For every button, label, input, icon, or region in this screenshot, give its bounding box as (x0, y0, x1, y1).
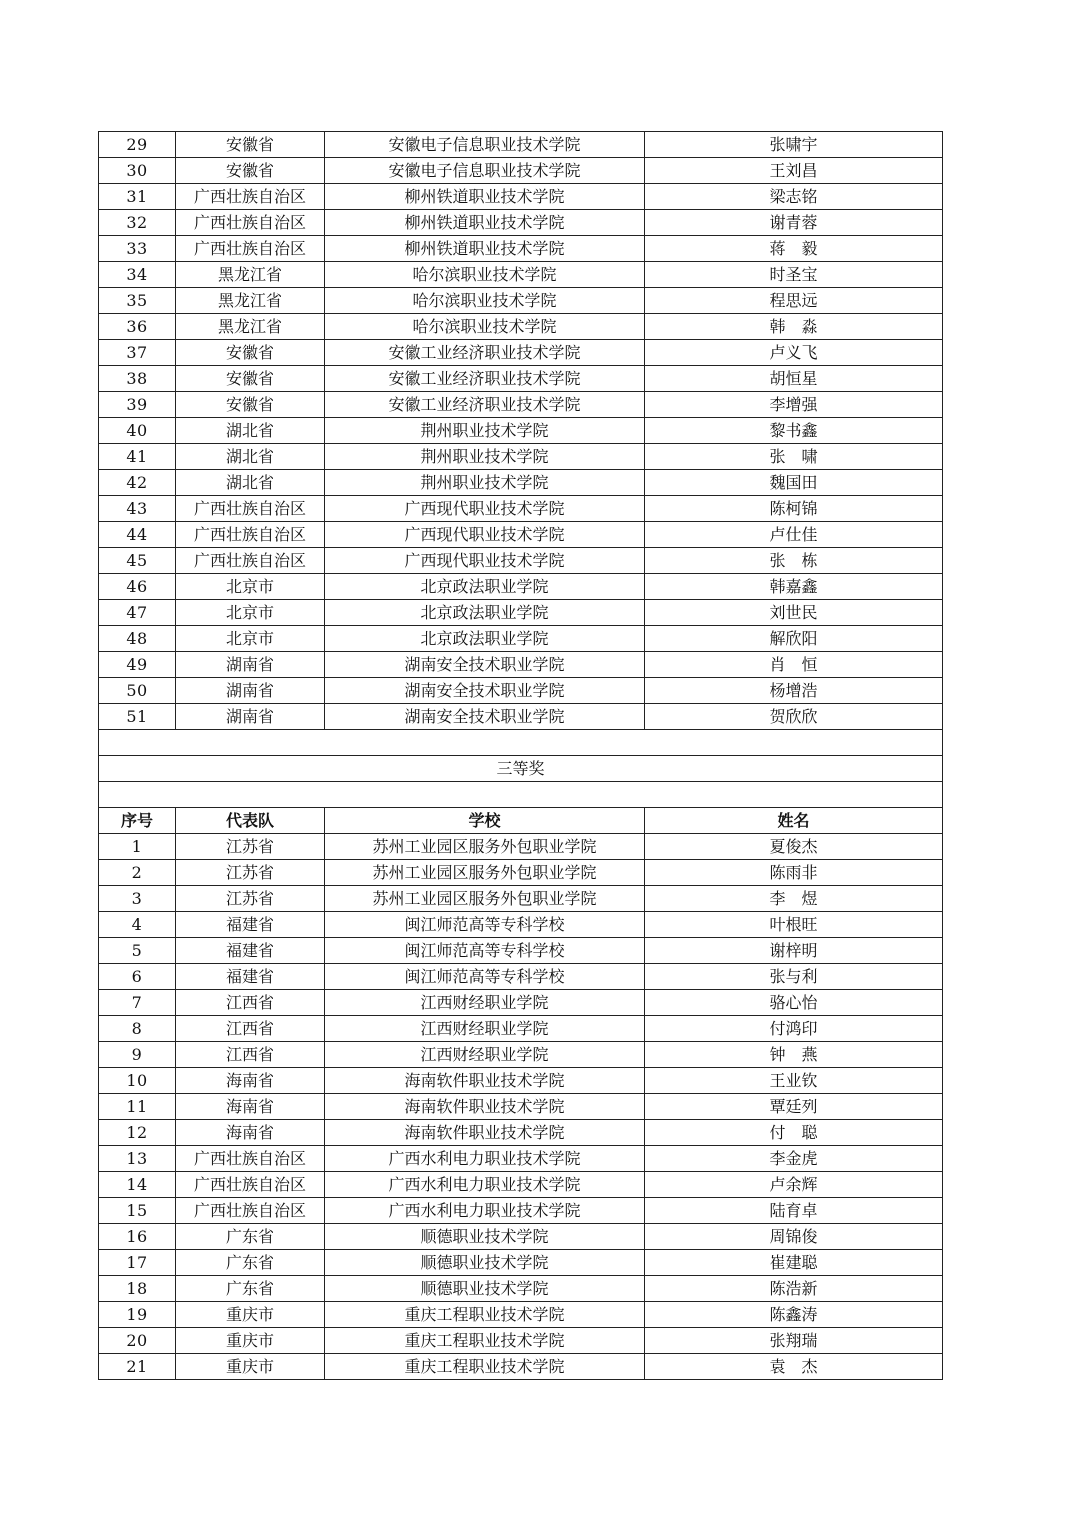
name-cell: 陈浩新 (645, 1276, 943, 1302)
team-cell: 湖北省 (176, 444, 325, 470)
table-row (99, 678, 943, 704)
school-cell: 柳州铁道职业技术学院 (325, 236, 645, 262)
school-cell: 安徽工业经济职业技术学院 (325, 366, 645, 392)
header-school: 学校 (325, 808, 645, 834)
name-cell: 付 聪 (645, 1120, 943, 1146)
team-cell: 江西省 (176, 1042, 325, 1068)
blank-row (99, 730, 943, 756)
seq-cell: 4 (99, 912, 176, 938)
school-cell: 苏州工业园区服务外包职业学院 (325, 860, 645, 886)
school-cell: 江西财经职业学院 (325, 1042, 645, 1068)
seq-cell: 15 (99, 1198, 176, 1224)
team-cell: 广西壮族自治区 (176, 184, 325, 210)
team-cell: 福建省 (176, 938, 325, 964)
seq-cell: 10 (99, 1068, 176, 1094)
table-row (99, 652, 943, 678)
school-cell: 安徽电子信息职业技术学院 (325, 132, 645, 158)
name-cell: 骆心怡 (645, 990, 943, 1016)
team-cell: 海南省 (176, 1094, 325, 1120)
school-cell: 广西现代职业技术学院 (325, 522, 645, 548)
seq-cell: 8 (99, 1016, 176, 1042)
team-cell: 黑龙江省 (176, 314, 325, 340)
name-cell: 程思远 (645, 288, 943, 314)
header-name: 姓名 (645, 808, 943, 834)
table-row (99, 1172, 943, 1198)
seq-cell: 45 (99, 548, 176, 574)
section-title-row (99, 756, 943, 782)
team-cell: 安徽省 (176, 340, 325, 366)
seq-cell: 29 (99, 132, 176, 158)
table-row (99, 132, 943, 158)
name-cell: 张与利 (645, 964, 943, 990)
school-cell: 闽江师范高等专科学校 (325, 964, 645, 990)
table-row (99, 158, 943, 184)
seq-cell: 44 (99, 522, 176, 548)
team-cell: 湖北省 (176, 418, 325, 444)
header-team: 代表队 (176, 808, 325, 834)
name-cell: 李 煜 (645, 886, 943, 912)
seq-cell: 40 (99, 418, 176, 444)
school-cell: 湖南安全技术职业学院 (325, 678, 645, 704)
table-row (99, 834, 943, 860)
seq-cell: 38 (99, 366, 176, 392)
table-row (99, 860, 943, 886)
table-row (99, 600, 943, 626)
school-cell: 荆州职业技术学院 (325, 470, 645, 496)
name-cell: 卢余辉 (645, 1172, 943, 1198)
table-row (99, 522, 943, 548)
seq-cell: 36 (99, 314, 176, 340)
school-cell: 闽江师范高等专科学校 (325, 912, 645, 938)
award-table-body (99, 132, 943, 1380)
table-row (99, 1198, 943, 1224)
table-row (99, 1068, 943, 1094)
table-row (99, 496, 943, 522)
seq-cell: 39 (99, 392, 176, 418)
name-cell: 谢梓明 (645, 938, 943, 964)
name-cell: 刘世民 (645, 600, 943, 626)
school-cell: 广西现代职业技术学院 (325, 548, 645, 574)
table-row (99, 470, 943, 496)
name-cell: 陈雨非 (645, 860, 943, 886)
team-cell: 江苏省 (176, 886, 325, 912)
name-cell: 贺欣欣 (645, 704, 943, 730)
seq-cell: 46 (99, 574, 176, 600)
name-cell: 卢义飞 (645, 340, 943, 366)
team-cell: 江西省 (176, 1016, 325, 1042)
table-row (99, 938, 943, 964)
team-cell: 江苏省 (176, 834, 325, 860)
seq-cell: 21 (99, 1354, 176, 1380)
seq-cell: 42 (99, 470, 176, 496)
school-cell: 湖南安全技术职业学院 (325, 704, 645, 730)
seq-cell: 33 (99, 236, 176, 262)
school-cell: 北京政法职业学院 (325, 600, 645, 626)
name-cell: 周锦俊 (645, 1224, 943, 1250)
table-row (99, 262, 943, 288)
team-cell: 福建省 (176, 964, 325, 990)
school-cell: 北京政法职业学院 (325, 574, 645, 600)
table-row (99, 912, 943, 938)
name-cell: 张 栋 (645, 548, 943, 574)
table-row (99, 1146, 943, 1172)
team-cell: 海南省 (176, 1068, 325, 1094)
team-cell: 安徽省 (176, 366, 325, 392)
seq-cell: 19 (99, 1302, 176, 1328)
seq-cell: 16 (99, 1224, 176, 1250)
school-cell: 顺德职业技术学院 (325, 1276, 645, 1302)
school-cell: 柳州铁道职业技术学院 (325, 184, 645, 210)
team-cell: 广西壮族自治区 (176, 1172, 325, 1198)
team-cell: 广西壮族自治区 (176, 522, 325, 548)
table-row (99, 1354, 943, 1380)
table-row (99, 964, 943, 990)
team-cell: 广西壮族自治区 (176, 210, 325, 236)
name-cell: 蒋 毅 (645, 236, 943, 262)
name-cell: 时圣宝 (645, 262, 943, 288)
team-cell: 北京市 (176, 626, 325, 652)
team-cell: 重庆市 (176, 1328, 325, 1354)
seq-cell: 30 (99, 158, 176, 184)
seq-cell: 34 (99, 262, 176, 288)
name-cell: 张翔瑞 (645, 1328, 943, 1354)
table-row (99, 184, 943, 210)
school-cell: 北京政法职业学院 (325, 626, 645, 652)
school-cell: 荆州职业技术学院 (325, 444, 645, 470)
seq-cell: 6 (99, 964, 176, 990)
seq-cell: 11 (99, 1094, 176, 1120)
blank-cell (99, 730, 943, 756)
seq-cell: 9 (99, 1042, 176, 1068)
school-cell: 广西水利电力职业技术学院 (325, 1172, 645, 1198)
seq-cell: 12 (99, 1120, 176, 1146)
seq-cell: 2 (99, 860, 176, 886)
school-cell: 柳州铁道职业技术学院 (325, 210, 645, 236)
seq-cell: 51 (99, 704, 176, 730)
name-cell: 解欣阳 (645, 626, 943, 652)
table-row (99, 1328, 943, 1354)
team-cell: 重庆市 (176, 1302, 325, 1328)
school-cell: 广西水利电力职业技术学院 (325, 1146, 645, 1172)
table-row (99, 392, 943, 418)
team-cell: 北京市 (176, 574, 325, 600)
school-cell: 苏州工业园区服务外包职业学院 (325, 886, 645, 912)
team-cell: 江西省 (176, 990, 325, 1016)
header-seq: 序号 (99, 808, 176, 834)
table-row (99, 366, 943, 392)
team-cell: 江苏省 (176, 860, 325, 886)
name-cell: 肖 恒 (645, 652, 943, 678)
table-row (99, 210, 943, 236)
school-cell: 海南软件职业技术学院 (325, 1120, 645, 1146)
school-cell: 重庆工程职业技术学院 (325, 1354, 645, 1380)
school-cell: 重庆工程职业技术学院 (325, 1302, 645, 1328)
seq-cell: 50 (99, 678, 176, 704)
blank-row (99, 782, 943, 808)
table-row (99, 288, 943, 314)
name-cell: 陆育卓 (645, 1198, 943, 1224)
team-cell: 重庆市 (176, 1354, 325, 1380)
school-cell: 广西现代职业技术学院 (325, 496, 645, 522)
team-cell: 广西壮族自治区 (176, 548, 325, 574)
team-cell: 湖南省 (176, 678, 325, 704)
team-cell: 北京市 (176, 600, 325, 626)
table-row (99, 626, 943, 652)
name-cell: 李增强 (645, 392, 943, 418)
seq-cell: 32 (99, 210, 176, 236)
school-cell: 广西水利电力职业技术学院 (325, 1198, 645, 1224)
table-row (99, 314, 943, 340)
name-cell: 张 啸 (645, 444, 943, 470)
seq-cell: 1 (99, 834, 176, 860)
team-cell: 海南省 (176, 1120, 325, 1146)
name-cell: 夏俊杰 (645, 834, 943, 860)
school-cell: 哈尔滨职业技术学院 (325, 314, 645, 340)
team-cell: 安徽省 (176, 158, 325, 184)
seq-cell: 20 (99, 1328, 176, 1354)
blank-cell (99, 782, 943, 808)
team-cell: 广西壮族自治区 (176, 1146, 325, 1172)
name-cell: 魏国田 (645, 470, 943, 496)
school-cell: 顺德职业技术学院 (325, 1224, 645, 1250)
name-cell: 卢仕佳 (645, 522, 943, 548)
table-row (99, 704, 943, 730)
header-row (99, 808, 943, 834)
team-cell: 安徽省 (176, 132, 325, 158)
table-row (99, 1042, 943, 1068)
seq-cell: 37 (99, 340, 176, 366)
school-cell: 重庆工程职业技术学院 (325, 1328, 645, 1354)
seq-cell: 7 (99, 990, 176, 1016)
table-row (99, 418, 943, 444)
name-cell: 袁 杰 (645, 1354, 943, 1380)
school-cell: 哈尔滨职业技术学院 (325, 288, 645, 314)
team-cell: 广东省 (176, 1250, 325, 1276)
school-cell: 安徽工业经济职业技术学院 (325, 392, 645, 418)
seq-cell: 31 (99, 184, 176, 210)
table-row (99, 1250, 943, 1276)
table-row (99, 1094, 943, 1120)
name-cell: 黎书鑫 (645, 418, 943, 444)
seq-cell: 48 (99, 626, 176, 652)
team-cell: 广西壮族自治区 (176, 236, 325, 262)
team-cell: 湖南省 (176, 652, 325, 678)
team-cell: 广西壮族自治区 (176, 496, 325, 522)
name-cell: 李金虎 (645, 1146, 943, 1172)
seq-cell: 43 (99, 496, 176, 522)
seq-cell: 13 (99, 1146, 176, 1172)
award-table (98, 131, 943, 1380)
name-cell: 韩 淼 (645, 314, 943, 340)
name-cell: 谢青蓉 (645, 210, 943, 236)
table-row (99, 1302, 943, 1328)
name-cell: 钟 燕 (645, 1042, 943, 1068)
name-cell: 陈鑫涛 (645, 1302, 943, 1328)
name-cell: 梁志铭 (645, 184, 943, 210)
team-cell: 湖北省 (176, 470, 325, 496)
section-title: 三等奖 (99, 756, 943, 782)
seq-cell: 41 (99, 444, 176, 470)
table-row (99, 340, 943, 366)
name-cell: 王业钦 (645, 1068, 943, 1094)
school-cell: 湖南安全技术职业学院 (325, 652, 645, 678)
seq-cell: 17 (99, 1250, 176, 1276)
name-cell: 付鸿印 (645, 1016, 943, 1042)
seq-cell: 18 (99, 1276, 176, 1302)
school-cell: 安徽工业经济职业技术学院 (325, 340, 645, 366)
table-row (99, 990, 943, 1016)
name-cell: 崔建聪 (645, 1250, 943, 1276)
table-row (99, 886, 943, 912)
team-cell: 广东省 (176, 1276, 325, 1302)
school-cell: 安徽电子信息职业技术学院 (325, 158, 645, 184)
table-row (99, 574, 943, 600)
name-cell: 杨增浩 (645, 678, 943, 704)
team-cell: 广西壮族自治区 (176, 1198, 325, 1224)
team-cell: 福建省 (176, 912, 325, 938)
name-cell: 陈柯锦 (645, 496, 943, 522)
school-cell: 海南软件职业技术学院 (325, 1094, 645, 1120)
table-row (99, 1224, 943, 1250)
school-cell: 顺德职业技术学院 (325, 1250, 645, 1276)
table-row (99, 1276, 943, 1302)
table-row (99, 1120, 943, 1146)
name-cell: 叶根旺 (645, 912, 943, 938)
school-cell: 闽江师范高等专科学校 (325, 938, 645, 964)
school-cell: 江西财经职业学院 (325, 1016, 645, 1042)
seq-cell: 47 (99, 600, 176, 626)
name-cell: 王刘昌 (645, 158, 943, 184)
table-row (99, 1016, 943, 1042)
school-cell: 哈尔滨职业技术学院 (325, 262, 645, 288)
name-cell: 胡恒星 (645, 366, 943, 392)
table-row (99, 548, 943, 574)
team-cell: 安徽省 (176, 392, 325, 418)
seq-cell: 14 (99, 1172, 176, 1198)
team-cell: 黑龙江省 (176, 262, 325, 288)
name-cell: 韩嘉鑫 (645, 574, 943, 600)
school-cell: 荆州职业技术学院 (325, 418, 645, 444)
table-row (99, 236, 943, 262)
team-cell: 黑龙江省 (176, 288, 325, 314)
table-row (99, 444, 943, 470)
seq-cell: 3 (99, 886, 176, 912)
school-cell: 江西财经职业学院 (325, 990, 645, 1016)
school-cell: 海南软件职业技术学院 (325, 1068, 645, 1094)
seq-cell: 35 (99, 288, 176, 314)
team-cell: 广东省 (176, 1224, 325, 1250)
seq-cell: 49 (99, 652, 176, 678)
seq-cell: 5 (99, 938, 176, 964)
school-cell: 苏州工业园区服务外包职业学院 (325, 834, 645, 860)
team-cell: 湖南省 (176, 704, 325, 730)
name-cell: 张啸宇 (645, 132, 943, 158)
name-cell: 覃廷列 (645, 1094, 943, 1120)
